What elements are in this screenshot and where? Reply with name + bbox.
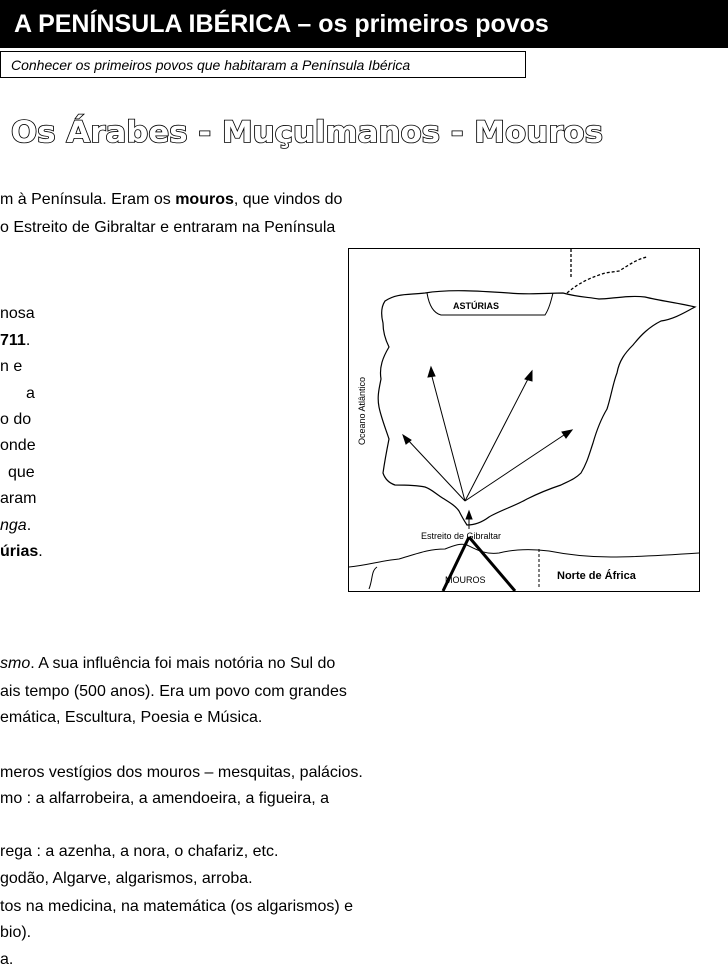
section-heading-text: Os Árabes - Muçulmanos - Mouros: [11, 115, 603, 149]
paragraph1-line2: o Estreito de Gibraltar e entraram na Península: [0, 219, 336, 236]
paragraph1-line1-start: m à Península. Eram os: [0, 191, 176, 208]
column-fragment-9: [0, 516, 31, 536]
year-711: 711: [0, 332, 26, 349]
column-fragment-4: a: [26, 385, 35, 402]
paragraph2-line1-rest: . A sua influência foi mais notória no Sul do: [30, 655, 336, 672]
paragraph2-line1: [0, 654, 335, 674]
column-fragment-7: que: [8, 464, 35, 481]
asturias-label: ASTÚRIAS: [453, 301, 500, 311]
ocean-label: Oceano Atlântico: [357, 376, 367, 445]
column-fragment-6: onde: [0, 437, 36, 454]
islamismo-italic: smo: [0, 655, 31, 672]
paragraph3-line6: bio).: [0, 924, 32, 941]
iberia-coastline: [378, 291, 695, 525]
iberia-map: [348, 248, 700, 592]
paragraph1-line1-end: , que vindos do: [233, 191, 343, 208]
column-fragment-9-italic: nga: [0, 517, 27, 534]
column-fragment-5: o do: [0, 411, 32, 428]
paragraph3-line4: godão, Algarve, algarismos, arroba.: [0, 870, 253, 887]
strait-label: Estreito de Gibraltar: [421, 531, 502, 541]
column-fragment-1: nosa: [0, 305, 35, 322]
column-fragment-9-end: .: [26, 517, 32, 534]
mouros-bold: mouros: [175, 191, 234, 208]
paragraph1-line1: [0, 190, 342, 210]
page-subtitle: Conhecer os primeiros povos que habitaram a Península Ibérica: [0, 51, 526, 78]
asturias-bold: úrias: [0, 543, 39, 560]
column-fragment-8: aram: [0, 490, 37, 507]
paragraph2-line3: emática, Escultura, Poesia e Música.: [0, 709, 263, 726]
paragraph3-line2: mo : a alfarrobeira, a amendoeira, a figueira, a: [0, 790, 330, 807]
invasion-arrows: [403, 367, 572, 529]
paragraph3-line1: meros vestígios dos mouros – mesquitas, palácios.: [0, 764, 363, 781]
africa-coastline-2: [369, 567, 377, 589]
border-dashed: [567, 257, 647, 293]
iberia-map-drawing: [349, 249, 699, 591]
column-fragment-2: [0, 331, 30, 351]
column-fragment-10: [0, 542, 43, 562]
paragraph3-line7: a.: [0, 951, 14, 968]
mouros-label: MOUROS: [445, 575, 486, 585]
africa-label: Norte de África: [557, 570, 636, 582]
africa-coastline: [349, 544, 699, 567]
paragraph3-line3: rega : a azenha, a nora, o chafariz, etc.: [0, 843, 279, 860]
column-fragment-10-end: .: [38, 543, 43, 560]
paragraph3-line5: tos na medicina, na matemática (os algarismos) e: [0, 898, 354, 915]
column-fragment-2-end: .: [25, 332, 31, 349]
column-fragment-3: n e: [0, 358, 23, 375]
page-title: A PENÍNSULA IBÉRICA – os primeiros povos: [0, 0, 728, 48]
paragraph2-line2: ais tempo (500 anos). Era um povo com grandes: [0, 683, 347, 700]
section-heading: [0, 105, 620, 155]
